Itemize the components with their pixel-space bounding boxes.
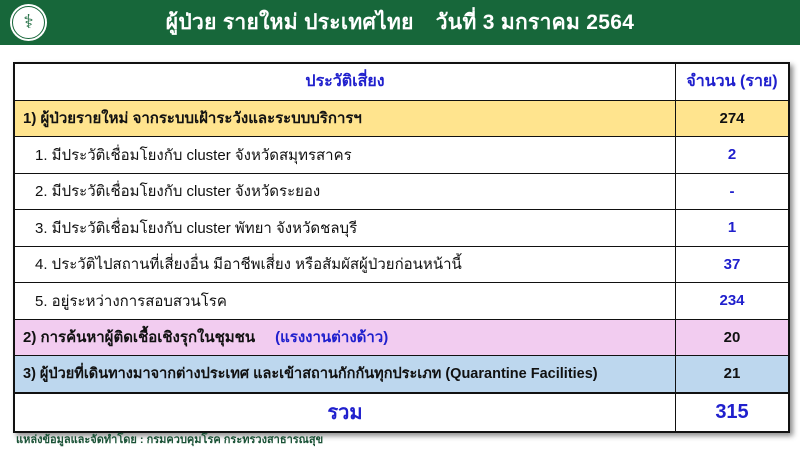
row-label-note: (แรงงานต่างด้าว) [275,329,389,347]
row-label: 3) ผู้ป่วยที่เดินทางมาจากต่างประเทศ และเข้าสถานกักกันทุกประเภท (Quarantine Facilities) [15,356,676,392]
total-row [15,392,788,431]
row-label-main: 2) การค้นหาผู้ติดเชื้อเชิงรุกในชุมชน [23,329,256,347]
column-header-risk: ประวัติเสี่ยง [15,64,676,100]
row-value: 37 [723,255,741,273]
table-row [15,100,788,137]
row-value: 21 [723,365,741,383]
table-row [15,209,788,246]
row-value: - [729,182,735,200]
page-title [166,6,634,39]
table-row [15,136,788,173]
total-value: 315 [715,400,749,423]
row-label: 4. ประวัติไปสถานที่เสี่ยงอื่น มีอาชีพเสี่ยง หรือสัมผัสผู้ป่วยก่อนหน้านี้ [15,247,676,283]
table-row [15,282,788,319]
report-date: วันที่ 3 มกราคม 2564 [435,11,635,34]
table-row [15,246,788,283]
table-header-row [15,64,788,100]
table-row [15,355,788,392]
title-bar [0,0,800,45]
table-row [15,173,788,210]
risk-history-table [13,62,790,433]
row-value: 234 [719,292,745,310]
row-label [15,320,676,356]
report-title: ผู้ป่วย รายใหม่ ประเทศไทย [165,11,414,34]
row-label: 1) ผู้ป่วยรายใหม่ จากระบบเฝ้าระวังและระบบบริการฯ [15,101,676,137]
table-row [15,319,788,356]
row-label: 3. มีประวัติเชื่อมโยงกับ cluster พัทยา จังหวัดชลบุรี [15,210,676,246]
row-label: 1. มีประวัติเชื่อมโยงกับ cluster จังหวัดสมุทรสาคร [15,137,676,173]
row-value: 1 [727,219,737,237]
total-label: รวม [15,394,676,431]
ministry-of-public-health-logo [10,4,47,41]
column-header-count: จำนวน (ราย) [686,73,778,91]
row-value: 274 [719,109,745,127]
row-value: 20 [723,328,741,346]
caduceus-icon: ⚕ [12,6,45,39]
row-label: 2. มีประวัติเชื่อมโยงกับ cluster จังหวัดระยอง [15,174,676,210]
row-value: 2 [727,146,737,164]
row-label: 5. อยู่ระหว่างการสอบสวนโรค [15,283,676,319]
source-credit: แหล่งข้อมูลและจัดทำโดย : กรมควบคุมโรค กระทรวงสาธารณสุข [16,434,324,446]
